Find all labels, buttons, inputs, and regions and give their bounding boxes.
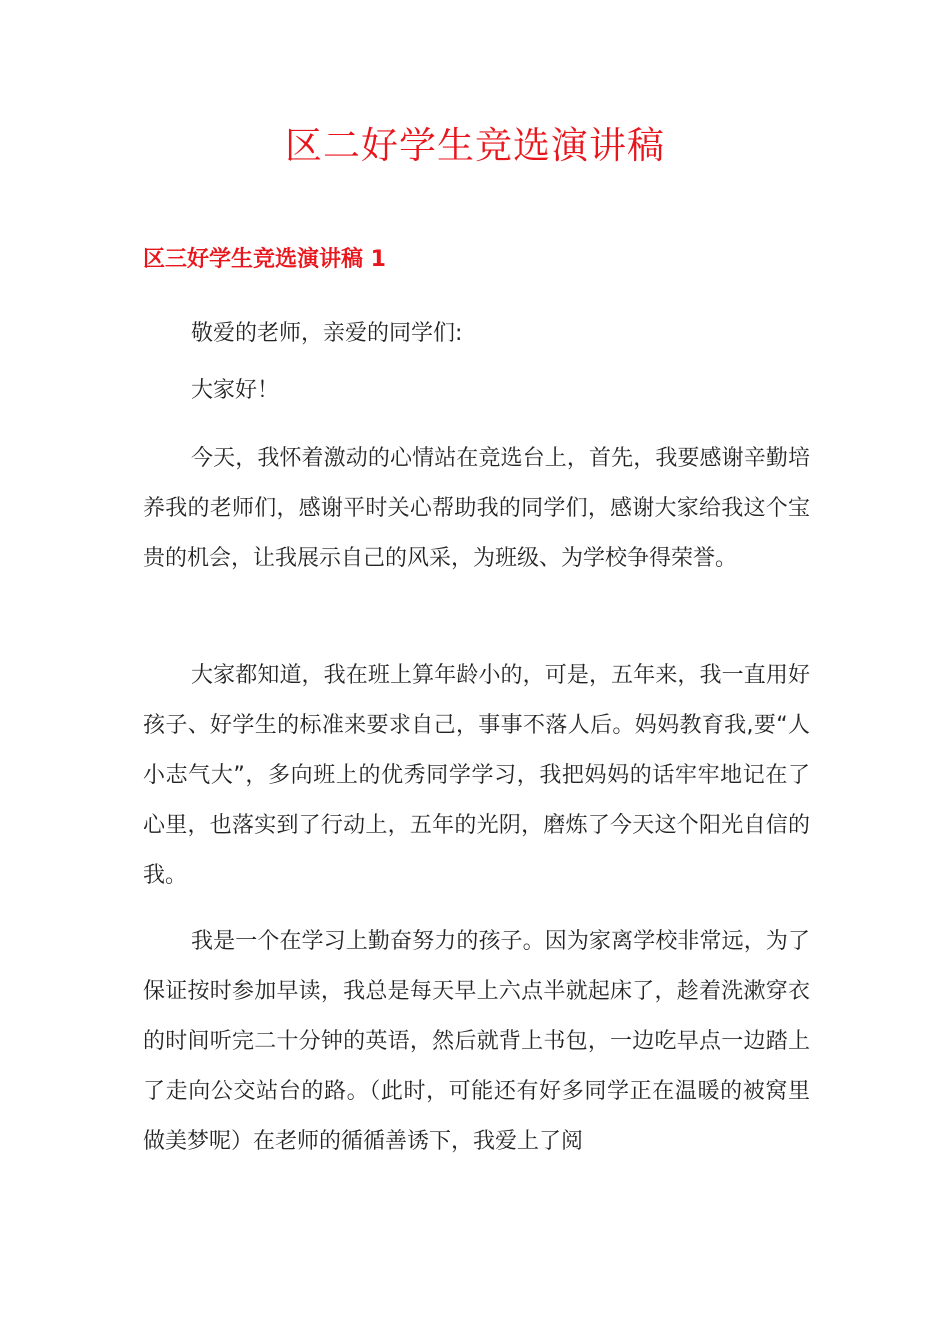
body-paragraph: 今天，我怀着激动的心情站在竞选台上，首先，我要感谢辛勤培养我的老师们，感谢平时关心帮助我的同学们，感谢大家给我这个宝贵的机会，让我展示自己的风采，为班级、为学校争得荣誉。: [143, 446, 810, 571]
body-paragraph: 我是一个在学习上勤奋努力的孩子。因为家离学校非常远，为了保证按时参加早读，我总是每天早上六点半就起床了，趁着洗漱穿衣的时间听完二十分钟的英语，然后就背上书包，一边吃早点一边踏上了走向公交站台的路。（此时，可能还有好多同学正在温暖的被窝里做美梦呢）在老师的循循善诱下，我爱上了阅: [143, 929, 810, 1154]
salutation: 敬爱的老师，亲爱的同学们:: [191, 321, 463, 346]
document-title: 区二好学生竞选演讲稿: [285, 124, 665, 167]
greeting: 大家好！: [191, 378, 280, 403]
section-heading: 区三好学生竞选演讲稿 1: [143, 247, 386, 272]
body-paragraph: 大家都知道，我在班上算年龄小的，可是，五年来，我一直用好孩子、好学生的标准来要求自己，事事不落人后。妈妈教育我,要“人小志气大”，多向班上的优秀同学学习，我把妈妈的话牢牢地记在了心里，也落实到了行动上，五年的光阴，磨炼了今天这个阳光自信的我。: [143, 663, 810, 888]
